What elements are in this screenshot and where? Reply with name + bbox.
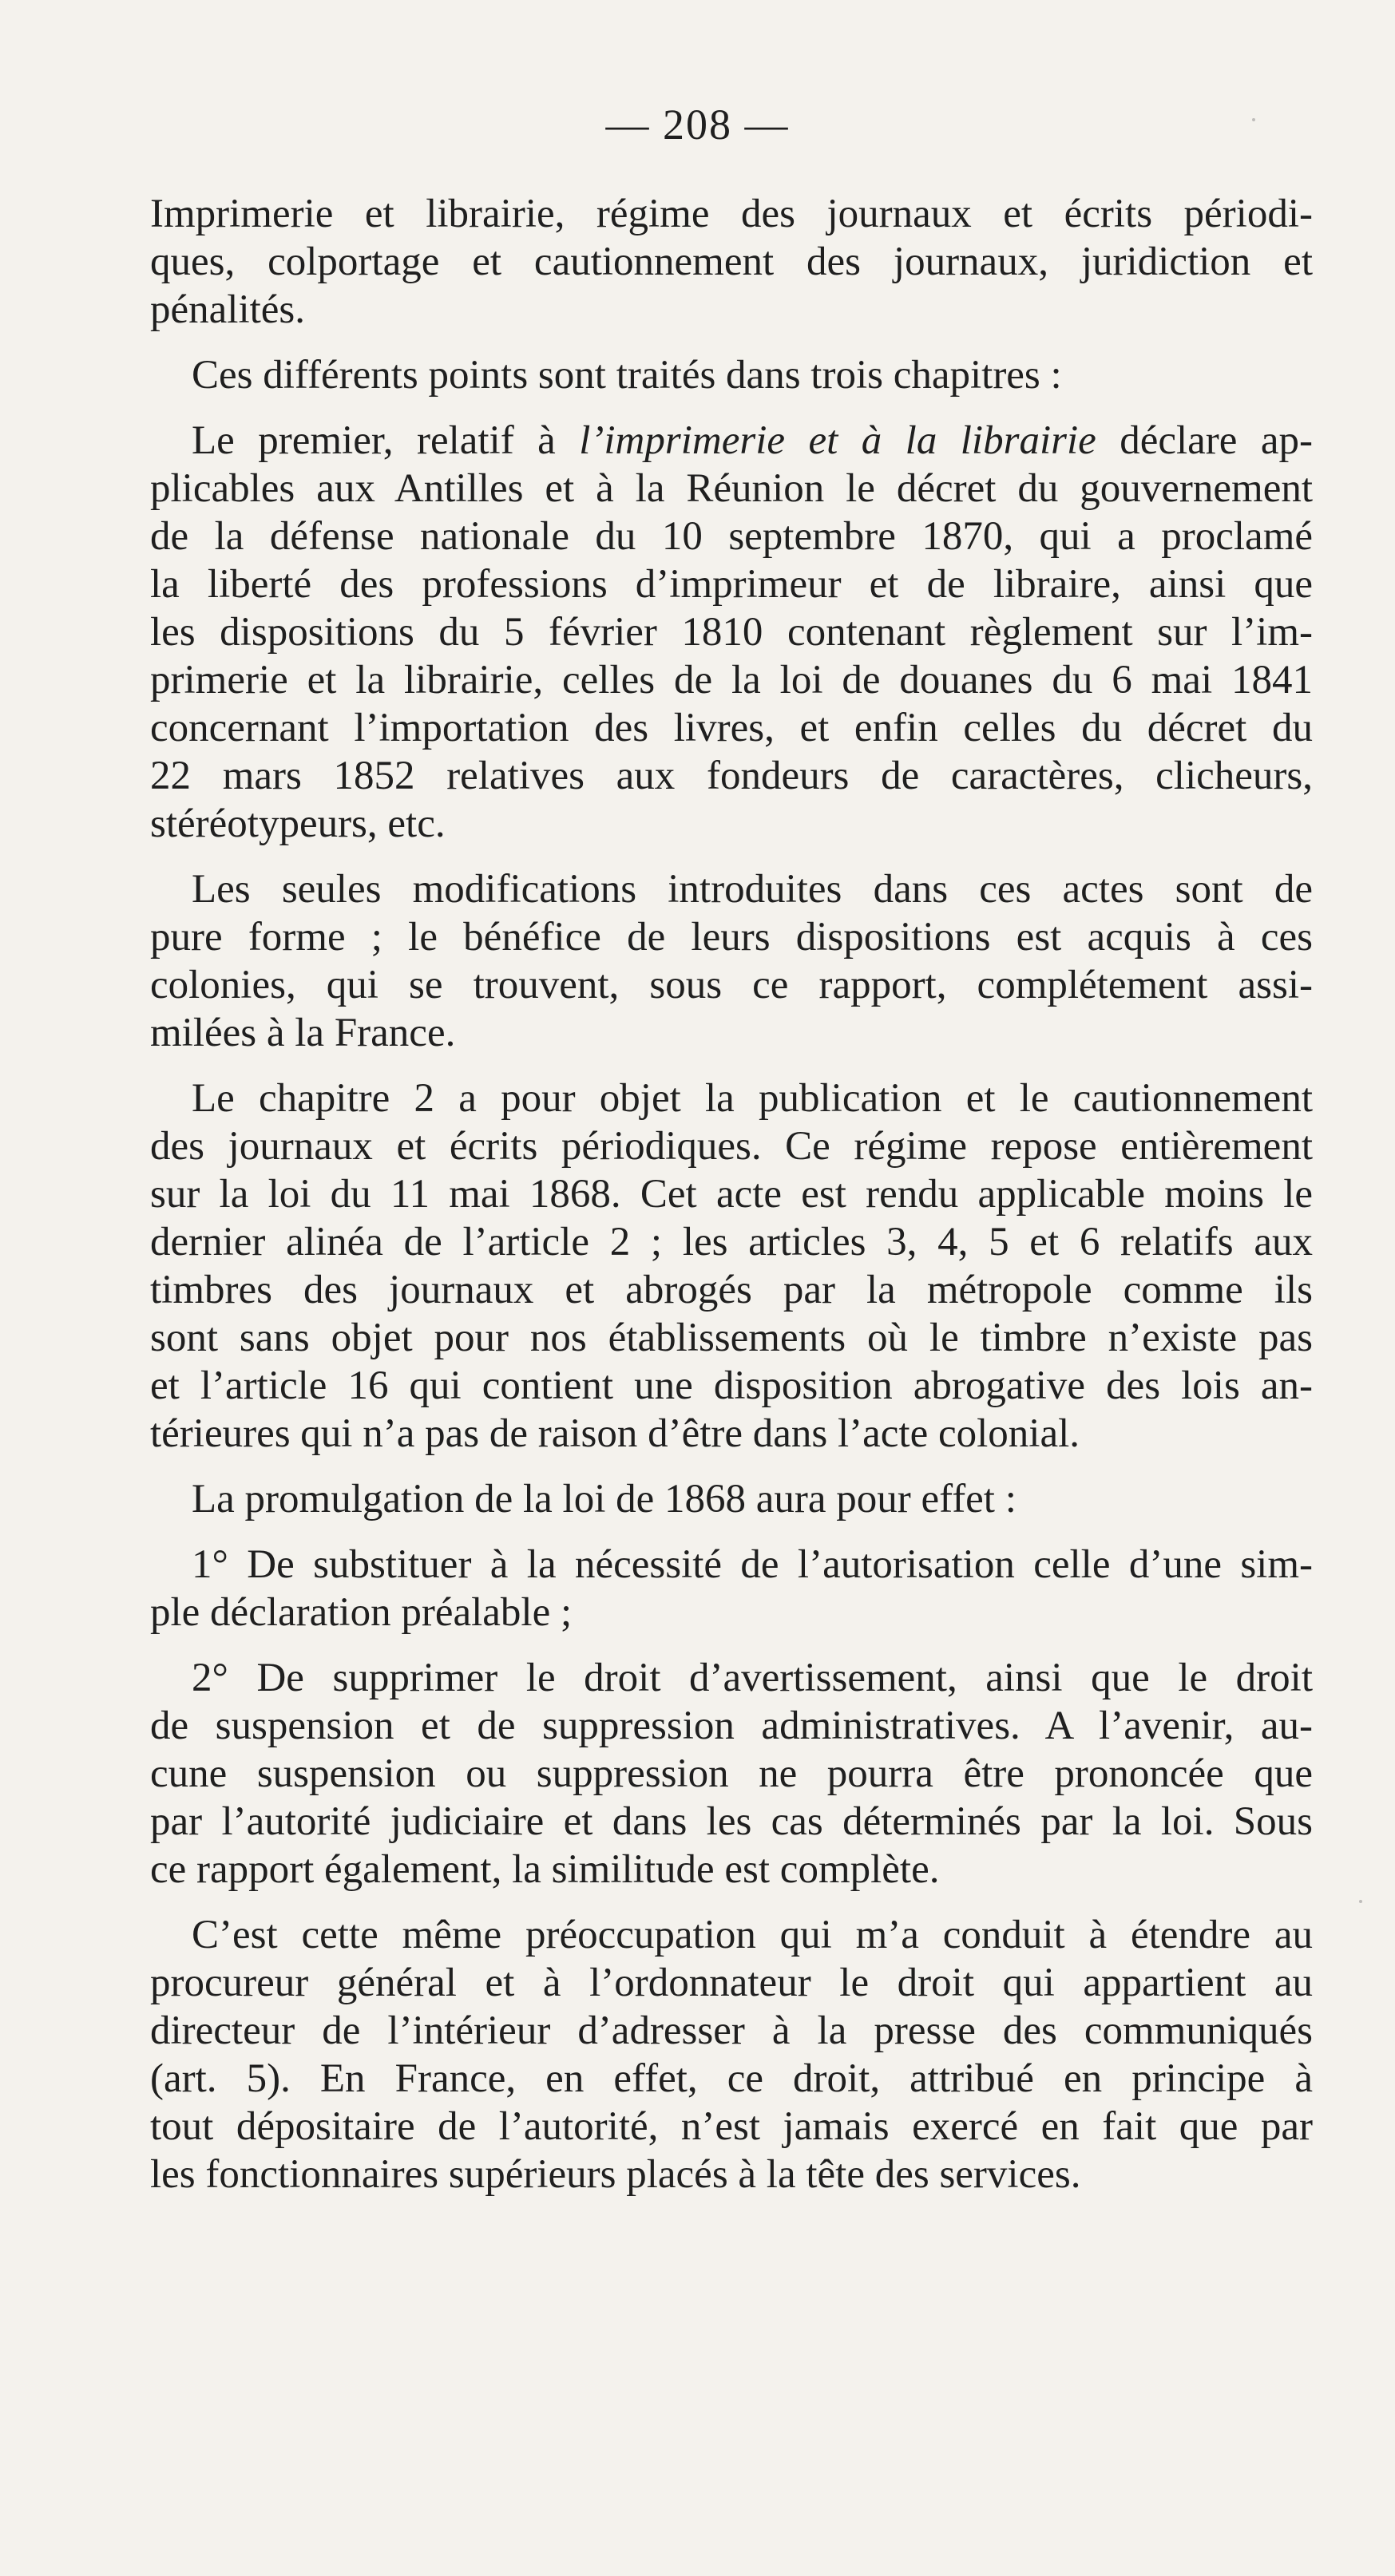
text-line: tout dépositaire de l’autorité, n’est jamais exercé en fait que par xyxy=(150,2104,1313,2149)
text-line: ce rapport également, la similitude est complète. xyxy=(150,1847,940,1892)
text-line: de la défense nationale du 10 septembre 1870, qui a proclamé xyxy=(150,514,1313,559)
text-line: Le chapitre 2 a pour objet la publication et le cautionnement xyxy=(192,1076,1313,1121)
text-line: 1° De substituer à la nécessité de l’autorisation celle d’une sim- xyxy=(192,1542,1313,1587)
text-run: déclare ap- xyxy=(1096,418,1313,463)
text-line: stéréotypeurs, etc. xyxy=(150,801,446,846)
text-line: dernier alinéa de l’article 2 ; les articles 3, 4, 5 et 6 relatifs aux xyxy=(150,1220,1313,1264)
italic-run: l’imprimerie et à la librairie xyxy=(579,418,1096,463)
text-line: ple déclaration préalable ; xyxy=(150,1590,573,1635)
text-line: milées à la France. xyxy=(150,1011,456,1055)
text-line: de suspension et de suppression administratives. A l’avenir, au- xyxy=(150,1703,1313,1748)
paper-speck xyxy=(1359,1900,1362,1903)
text-line: térieures qui n’a pas de raison d’être dans l’acte colonial. xyxy=(150,1411,1080,1456)
text-line: concernant l’importation des livres, et enfin celles du décret du xyxy=(150,706,1313,750)
text-line: (art. 5). En France, en effet, ce droit, attribué en principe à xyxy=(150,2056,1313,2101)
text-line: par l’autorité judiciaire et dans les cas déterminés par la loi. Sous xyxy=(150,1799,1313,1844)
text-line: La promulgation de la loi de 1868 aura pour effet : xyxy=(192,1477,1017,1521)
page-number: — 208 — xyxy=(605,101,790,148)
text-line: pure forme ; le bénéfice de leurs dispositions est acquis à ces xyxy=(150,915,1313,960)
text-line: primerie et la librairie, celles de la loi de douanes du 6 mai 1841 xyxy=(150,658,1313,702)
text-line: 2° De supprimer le droit d’avertissement, ainsi que le droit xyxy=(192,1656,1313,1700)
text-line xyxy=(192,417,1313,465)
paper-speck xyxy=(1252,118,1255,121)
text-line: et l’article 16 qui contient une disposition abrogative des lois an- xyxy=(150,1363,1313,1408)
text-line: colonies, qui se trouvent, sous ce rapport, complétement assi- xyxy=(150,963,1313,1007)
text-line: sur la loi du 11 mai 1868. Cet acte est rendu applicable moins le xyxy=(150,1172,1313,1217)
text-line: Les seules modifications introduites dans ces actes sont de xyxy=(192,867,1313,912)
text-line: sont sans objet pour nos établissements où le timbre n’existe pas xyxy=(150,1316,1313,1360)
text-run: Le premier, relatif à xyxy=(192,418,580,463)
text-line: 22 mars 1852 relatives aux fondeurs de caractères, clicheurs, xyxy=(150,754,1313,798)
text-line: la liberté des professions d’imprimeur et de libraire, ainsi que xyxy=(150,562,1313,607)
text-line: plicables aux Antilles et à la Réunion le décret du gouvernement xyxy=(150,466,1313,511)
text-line: Ces différents points sont traités dans trois chapitres : xyxy=(192,353,1062,398)
text-line: C’est cette même préoccupation qui m’a conduit à étendre au xyxy=(192,1913,1313,1957)
text-line: directeur de l’intérieur d’adresser à la presse des communiqués xyxy=(150,2008,1313,2053)
text-line: des journaux et écrits périodiques. Ce régime repose entièrement xyxy=(150,1124,1313,1169)
text-line: procureur général et à l’ordonnateur le droit qui appartient au xyxy=(150,1961,1313,2005)
text-line: pénalités. xyxy=(150,287,306,332)
text-line: ques, colportage et cautionnement des journaux, juridiction et xyxy=(150,239,1313,284)
text-line: timbres des journaux et abrogés par la métropole comme ils xyxy=(150,1268,1313,1312)
text-line: les fonctionnaires supérieurs placés à la tête des services. xyxy=(150,2152,1081,2197)
text-line: Imprimerie et librairie, régime des journaux et écrits périodi- xyxy=(150,192,1313,236)
text-line: cune suspension ou suppression ne pourra être prononcée que xyxy=(150,1751,1313,1796)
text-line: les dispositions du 5 février 1810 contenant règlement sur l’im- xyxy=(150,610,1313,655)
